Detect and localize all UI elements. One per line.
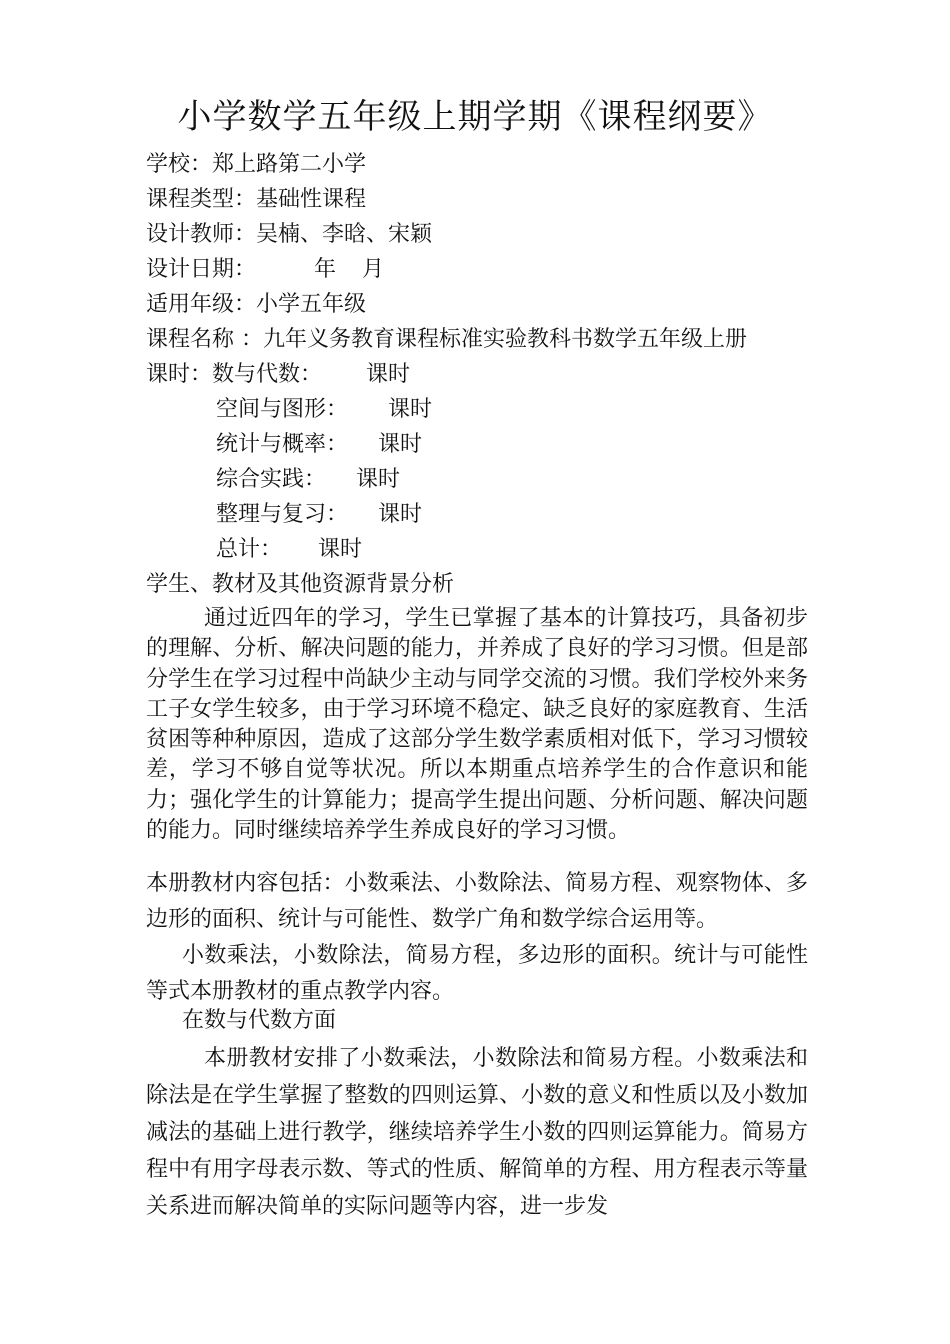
hours-row-geometry (216, 395, 432, 425)
hours-item-name: 总计： (216, 537, 283, 562)
hours-item-name: 综合实践： (216, 467, 327, 492)
hours-item-name: 整理与复习： (216, 502, 349, 527)
analysis-heading: 学生、教材及其他资源背景分析 (146, 572, 455, 597)
hours-item-name: 数与代数： (212, 362, 323, 387)
hours-row-algebra (146, 360, 410, 390)
teachers-field: 设计教师：吴楠、李晗、宋颖 (146, 222, 433, 247)
hours-item-name: 空间与图形： (216, 397, 349, 422)
hours-row-total (216, 535, 362, 565)
hours-item-unit: 课时 (356, 467, 401, 492)
hours-row-practice (216, 465, 400, 495)
hours-item-unit: 课时 (318, 537, 363, 562)
design-date-year: 年 (314, 257, 337, 282)
design-date-month: 月 (362, 257, 385, 282)
algebra-heading: 在数与代数方面 (182, 1008, 337, 1033)
hours-row-statistics (216, 430, 422, 460)
course-name-field: 课程名称 ：九年义务教育课程标准实验教科书数学五年级上册 (146, 327, 747, 352)
algebra-paragraph: 本册教材安排了小数乘法，小数除法和简易方程。小数乘法和除法是在学生掌握了整数的四则运算、小数的意义和性质以及小数加减法的基础上进行教学，继续培养学生小数的四则运算能力。简易方程中有用字母表示数、等式的性质、解简单的方程、用方程表示等量关系进而解决简单的实际问题等内容，进一步发 (146, 1046, 808, 1219)
hours-row-review (216, 500, 422, 530)
hours-label: 课时： (146, 362, 213, 387)
design-date-field (146, 255, 384, 285)
grade-field: 适用年级：小学五年级 (146, 292, 367, 317)
hours-item-unit: 课时 (366, 362, 411, 387)
design-date-label: 设计日期： (146, 257, 257, 282)
key-content-paragraph: 小数乘法，小数除法，简易方程，多边形的面积。统计与可能性等式本册教材的重点教学内容。 (146, 943, 808, 1004)
hours-item-unit: 课时 (378, 432, 423, 457)
school-field: 学校：郑上路第二小学 (146, 152, 367, 177)
hours-item-unit: 课时 (388, 397, 433, 422)
document-title: 小学数学五年级上期学期《课程纲要》 (177, 97, 773, 137)
course-type-field: 课程类型：基础性课程 (146, 187, 367, 212)
hours-item-name: 统计与概率： (216, 432, 349, 457)
content-paragraph: 本册教材内容包括：小数乘法、小数除法、简易方程、观察物体、多边形的面积、统计与可能性、数学广角和数学综合运用等。 (146, 871, 808, 932)
analysis-paragraph: 通过近四年的学习，学生已掌握了基本的计算技巧，具备初步的理解、分析、解决问题的能力，并养成了良好的学习习惯。但是部分学生在学习过程中尚缺少主动与同学交流的习惯。我们学校外来务工子女学生较多，由于学习环境不稳定、缺乏良好的家庭教育、生活贫困等种种原因，造成了这部分学生数学素质相对低下，学习习惯较差，学习不够自觉等状况。所以本期重点培养学生的合作意识和能力；强化学生的计算能力；提高学生提出问题、分析问题、解决问题的能力。同时继续培养学生养成良好的学习习惯。 (146, 606, 808, 844)
hours-item-unit: 课时 (378, 502, 423, 527)
